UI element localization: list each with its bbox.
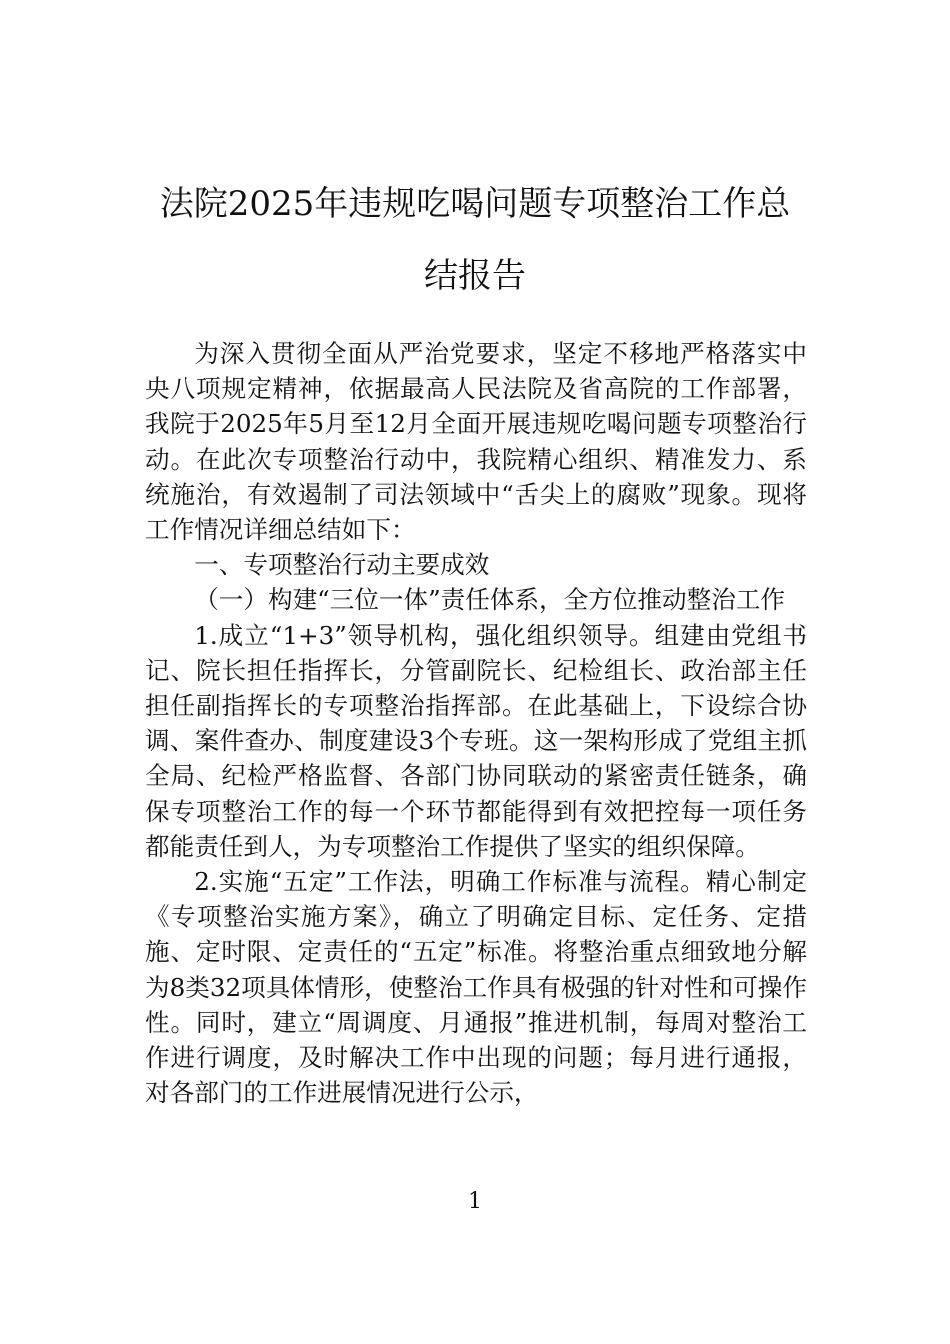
document-body: [145, 336, 807, 1110]
intro-paragraph: 为深入贯彻全面从严治党要求，坚定不移地严格落实中央八项规定精神，依据最高人民法院及省高院的工作部署，我院于2025年5月至12月全面开展违规吃喝问题专项整治行动。在此次专项整治行动中，我院精心组织、精准发力、系统施治，有效遏制了司法领域中“舌尖上的腐败”现象。现将工作情况详细总结如下：: [145, 339, 807, 545]
paragraph-item-1: 1.成立“1+3”领导机构，强化组织领导。组建由党组书记、院长担任指挥长，分管副院长、纪检组长、政治部主任担任副指挥长的专项整治指挥部。在此基础上，下设综合协调、案件查办、制度建设3个专班。这一架构形成了党组主抓全局、纪检严格监督、各部门协同联动的紧密责任链条，确保专项整治工作的每一个环节都能得到有效把控每一项任务都能责任到人，为专项整治工作提供了坚实的组织保障。: [145, 620, 807, 861]
page-number: 1: [468, 1189, 482, 1214]
document-title: [100, 168, 850, 312]
paragraph-item-2: 2.实施“五定”工作法，明确工作标准与流程。精心制定《专项整治实施方案》，确立了明确定目标、定任务、定措施、定时限、定责任的“五定”标准。将整治重点细致地分解为8类32项具体情形，使整治工作具有极强的针对性和可操作性。同时，建立“周调度、月通报”推进机制，每周对整治工作进行调度，及时解决工作中出现的问题；每月进行通报，对各部门的工作进展情况进行公示，: [145, 867, 807, 1108]
title-line-1: 法院2025年违规吃喝问题专项整治工作总: [159, 184, 791, 224]
section-heading-1: 一、专项整治行动主要成效: [194, 550, 490, 580]
subsection-heading-1: （一）构建“三位一体”责任体系，全方位推动整治工作: [194, 585, 785, 615]
title-line-2: 结报告: [424, 256, 526, 296]
